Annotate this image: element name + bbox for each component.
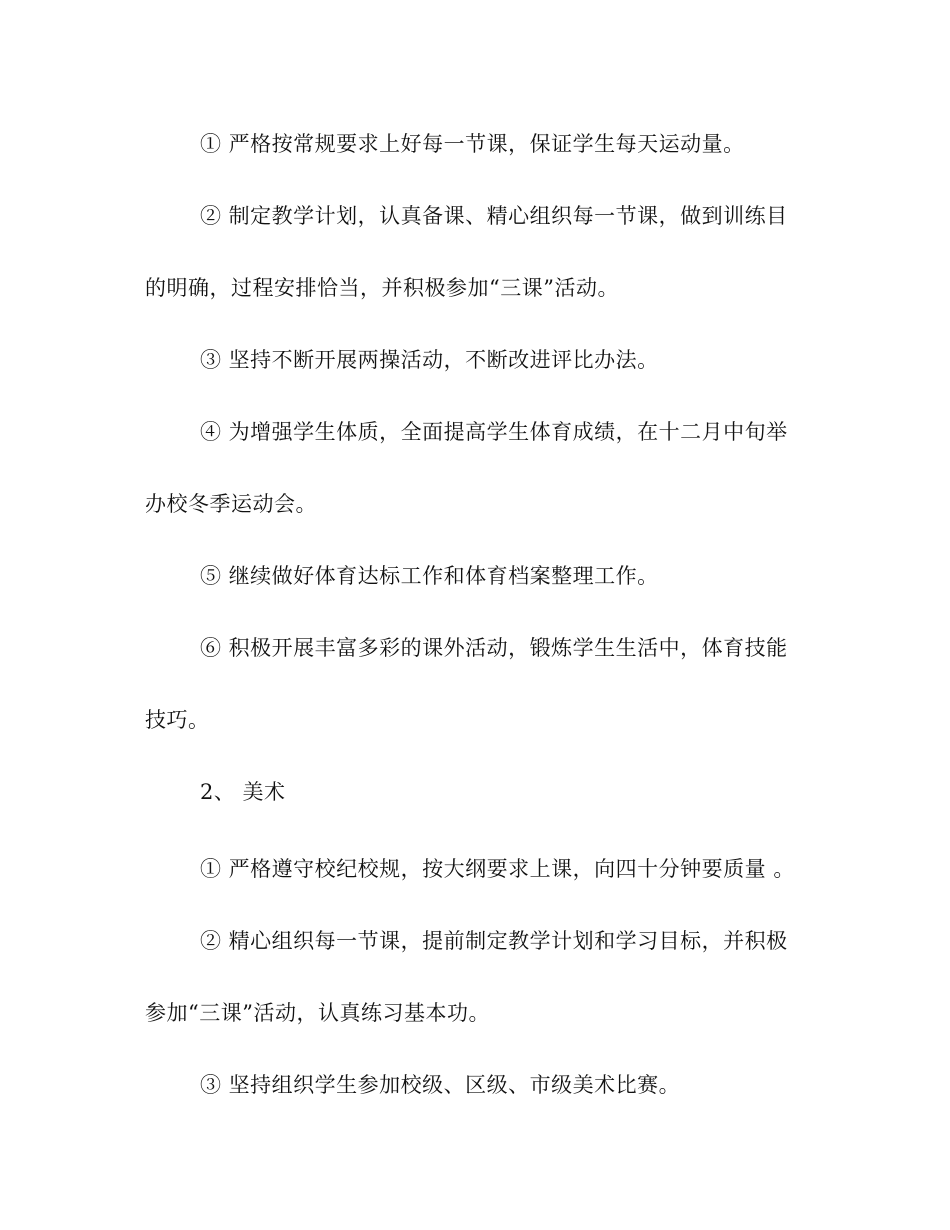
paragraph-line: ② 制定教学计划，认真备课、精心组织每一节课，做到训练目 (200, 204, 788, 228)
section-heading: 2、 美术 (200, 780, 286, 804)
paragraph-line: 参加“三课”活动，认真练习基本功。 (145, 1001, 490, 1025)
paragraph-line: ① 严格遵守校纪校规，按大纲要求上课，向四十分钟要质量 。 (200, 857, 795, 881)
paragraph-line: 的明确，过程安排恰当，并积极参加“三课”活动。 (145, 276, 619, 300)
paragraph-line: ① 严格按常规要求上好每一节课，保证学生每天运动量。 (200, 132, 745, 156)
paragraph-line: ⑤ 继续做好体育达标工作和体育档案整理工作。 (200, 564, 659, 588)
paragraph-line: ⑥ 积极开展丰富多彩的课外活动，锻炼学生生活中，体育技能 (200, 636, 788, 660)
paragraph-line: 办校冬季运动会。 (145, 492, 317, 516)
paragraph-line: ② 精心组织每一节课，提前制定教学计划和学习目标，并积极 (200, 929, 788, 953)
paragraph-line: ④ 为增强学生体质，全面提高学生体育成绩，在十二月中旬举 (200, 420, 788, 444)
paragraph-line: 技巧。 (145, 708, 210, 732)
paragraph-line: ③ 坚持不断开展两操活动，不断改进评比办法。 (200, 348, 659, 372)
paragraph-line: ③ 坚持组织学生参加校级、区级、市级美术比赛。 (200, 1073, 681, 1097)
